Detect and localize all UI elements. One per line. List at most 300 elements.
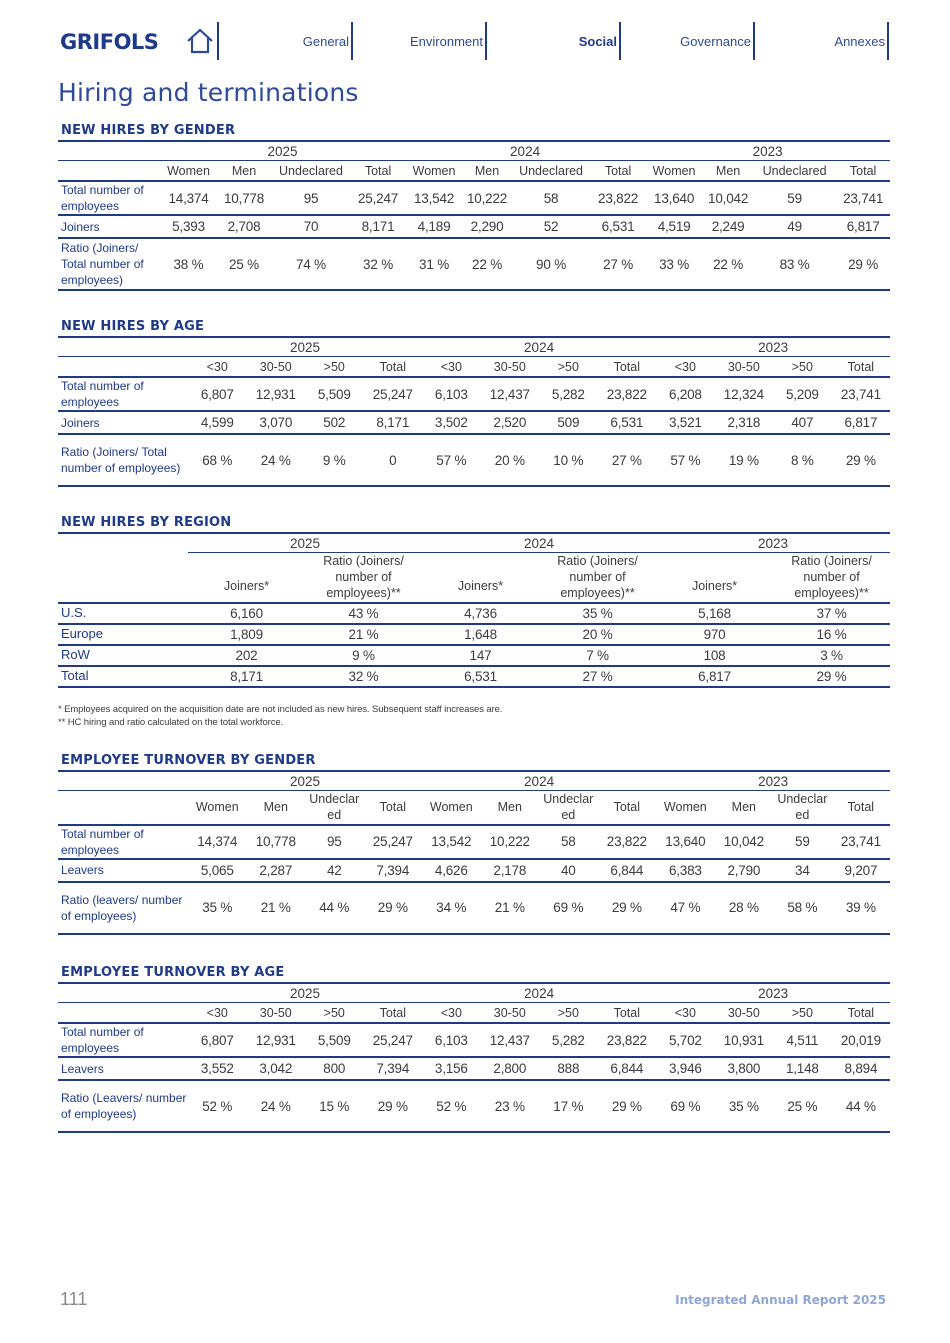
cell: 3,042	[247, 1057, 306, 1080]
cell: 69 %	[656, 1080, 715, 1132]
cell: 29 %	[598, 1080, 657, 1132]
table-row	[58, 825, 890, 859]
cell: 95	[305, 825, 364, 859]
cell: 21 %	[305, 624, 422, 645]
row-label: Total number of employees	[58, 181, 160, 215]
cell: 68 %	[188, 434, 247, 486]
cell: 13,542	[422, 825, 481, 859]
cell: 3 %	[773, 645, 890, 666]
cell: 23,741	[836, 181, 890, 215]
cell: 49	[753, 215, 836, 238]
cell: 147	[422, 645, 539, 666]
cell: 6,103	[422, 1023, 481, 1057]
column-header: Joiners*	[656, 553, 773, 603]
cell: 888	[539, 1057, 598, 1080]
cell: 407	[773, 411, 832, 434]
cell: 10,042	[715, 825, 774, 859]
year-header: 2024	[422, 984, 656, 1003]
column-header: Total	[598, 791, 657, 825]
cell: 4,519	[645, 215, 703, 238]
cell: 23,822	[598, 825, 657, 859]
cell: 34 %	[422, 882, 481, 934]
column-header: Ratio (Joiners/ number of employees)**	[305, 553, 422, 603]
cell: 29 %	[836, 238, 890, 290]
cell: 20 %	[481, 434, 540, 486]
cell: 2,790	[715, 859, 774, 882]
column-header: Joiners*	[188, 553, 305, 603]
cell: 35 %	[715, 1080, 774, 1132]
cell: 6,383	[656, 859, 715, 882]
new-hires-by-gender	[58, 120, 890, 291]
year-header: 2023	[656, 534, 890, 553]
table	[58, 534, 890, 688]
cell: 509	[539, 411, 598, 434]
column-header: Undeclar ed	[305, 791, 364, 825]
cell: 23,822	[598, 377, 657, 411]
column-header: <30	[656, 1003, 715, 1024]
year-header: 2025	[188, 984, 422, 1003]
row-label: Leavers	[58, 859, 188, 882]
cell: 10,222	[463, 181, 511, 215]
cell: 6,817	[656, 666, 773, 687]
column-header: Undeclared	[511, 161, 591, 182]
table-row	[58, 1080, 890, 1132]
column-header: >50	[305, 1003, 364, 1024]
cell: 23,822	[591, 181, 645, 215]
cell: 4,511	[773, 1023, 832, 1057]
column-header: Total	[364, 791, 423, 825]
cell: 8,171	[188, 666, 305, 687]
column-header: <30	[188, 1003, 247, 1024]
row-label: Total number of employees	[58, 377, 188, 411]
column-header: >50	[773, 1003, 832, 1024]
table-row	[58, 434, 890, 486]
column-header: 30-50	[247, 357, 306, 378]
cell: 2,708	[217, 215, 271, 238]
cell: 10,778	[247, 825, 306, 859]
cell: 52	[511, 215, 591, 238]
nav-divider	[887, 22, 889, 60]
cell: 3,502	[422, 411, 481, 434]
cell: 8,894	[832, 1057, 891, 1080]
footnotes	[58, 703, 502, 729]
cell: 16 %	[773, 624, 890, 645]
cell: 32 %	[305, 666, 422, 687]
report-title: Integrated Annual Report 2025	[675, 1293, 886, 1307]
cell: 5,393	[160, 215, 217, 238]
year-header: 2025	[160, 142, 405, 161]
cell: 13,542	[405, 181, 463, 215]
column-header: Undeclar ed	[773, 791, 832, 825]
cell: 52 %	[188, 1080, 247, 1132]
cell: 6,844	[598, 859, 657, 882]
cell: 7 %	[539, 645, 656, 666]
cell: 6,531	[591, 215, 645, 238]
cell: 1,648	[422, 624, 539, 645]
cell: 22 %	[703, 238, 753, 290]
row-label: Total number of employees	[58, 825, 188, 859]
cell: 44 %	[305, 882, 364, 934]
table-row	[58, 1057, 890, 1080]
column-header: <30	[422, 357, 481, 378]
cell: 25,247	[364, 377, 423, 411]
row-label: U.S.	[58, 603, 188, 624]
cell: 43 %	[305, 603, 422, 624]
column-header: Men	[217, 161, 271, 182]
grifols-logo[interactable]: GRIFOLS	[60, 30, 159, 54]
cell: 23,822	[598, 1023, 657, 1057]
cell: 5,509	[305, 1023, 364, 1057]
cell: 7,394	[364, 859, 423, 882]
cell: 13,640	[656, 825, 715, 859]
column-header: Ratio (Joiners/ number of employees)**	[773, 553, 890, 603]
column-header: <30	[656, 357, 715, 378]
year-header: 2023	[656, 772, 890, 791]
column-header: Women	[405, 161, 463, 182]
column-header: Women	[656, 791, 715, 825]
cell: 3,070	[247, 411, 306, 434]
cell: 25 %	[773, 1080, 832, 1132]
cell: 12,437	[481, 377, 540, 411]
row-label: Ratio (Joiners/ Total number of employees)	[58, 238, 160, 290]
cell: 59	[753, 181, 836, 215]
cell: 59	[773, 825, 832, 859]
table-row	[58, 624, 890, 645]
column-header: Total	[832, 1003, 891, 1024]
cell: 20,019	[832, 1023, 891, 1057]
column-header: Women	[422, 791, 481, 825]
column-header: Total	[598, 1003, 657, 1024]
cell: 25,247	[364, 1023, 423, 1057]
cell: 108	[656, 645, 773, 666]
cell: 69 %	[539, 882, 598, 934]
cell: 10,778	[217, 181, 271, 215]
cell: 4,599	[188, 411, 247, 434]
column-header: >50	[773, 357, 832, 378]
cell: 12,437	[481, 1023, 540, 1057]
cell: 10 %	[539, 434, 598, 486]
cell: 7,394	[364, 1057, 423, 1080]
employee-turnover-by-gender	[58, 750, 890, 935]
cell: 3,552	[188, 1057, 247, 1080]
cell: 25,247	[351, 181, 405, 215]
cell: 58 %	[773, 882, 832, 934]
table-row	[58, 1023, 890, 1057]
column-header: Women	[645, 161, 703, 182]
cell: 12,931	[247, 377, 306, 411]
cell: 2,290	[463, 215, 511, 238]
cell: 57 %	[656, 434, 715, 486]
row-label: Joiners	[58, 215, 160, 238]
year-header: 2024	[422, 338, 656, 357]
cell: 38 %	[160, 238, 217, 290]
cell: 8 %	[773, 434, 832, 486]
row-label: Total	[58, 666, 188, 687]
column-header: Undeclared	[271, 161, 351, 182]
cell: 5,509	[305, 377, 364, 411]
cell: 34	[773, 859, 832, 882]
cell: 21 %	[247, 882, 306, 934]
year-header: 2023	[656, 338, 890, 357]
row-label: Ratio (Leavers/ number of employees)	[58, 1080, 188, 1132]
nav-governance[interactable]: Governance	[680, 34, 751, 49]
cell: 2,249	[703, 215, 753, 238]
column-header: Undeclared	[753, 161, 836, 182]
row-label: Ratio (Joiners/ Total number of employees)	[58, 434, 188, 486]
section-title: NEW HIRES BY AGE	[58, 316, 890, 338]
cell: 10,931	[715, 1023, 774, 1057]
cell: 1,809	[188, 624, 305, 645]
cell: 5,282	[539, 1023, 598, 1057]
cell: 32 %	[351, 238, 405, 290]
page-title: Hiring and terminations	[58, 78, 359, 107]
row-label: Europe	[58, 624, 188, 645]
nav-social[interactable]: Social	[578, 34, 617, 49]
column-header: Men	[463, 161, 511, 182]
cell: 29 %	[598, 882, 657, 934]
year-header: 2025	[188, 534, 422, 553]
cell: 9 %	[305, 645, 422, 666]
cell: 12,324	[715, 377, 774, 411]
table-row	[58, 859, 890, 882]
year-header: 2023	[645, 142, 890, 161]
cell: 52 %	[422, 1080, 481, 1132]
cell: 6,160	[188, 603, 305, 624]
column-header: Total	[351, 161, 405, 182]
section-title: EMPLOYEE TURNOVER BY AGE	[58, 962, 890, 984]
cell: 15 %	[305, 1080, 364, 1132]
cell: 6,817	[836, 215, 890, 238]
column-header: 30-50	[481, 1003, 540, 1024]
nav-divider	[217, 22, 219, 60]
cell: 37 %	[773, 603, 890, 624]
table	[58, 338, 890, 487]
employee-turnover-by-age	[58, 962, 890, 1133]
cell: 83 %	[753, 238, 836, 290]
column-header: Total	[364, 1003, 423, 1024]
row-label: Joiners	[58, 411, 188, 434]
column-header: 30-50	[247, 1003, 306, 1024]
nav-divider	[753, 22, 755, 60]
column-header: Women	[160, 161, 217, 182]
cell: 40	[539, 859, 598, 882]
cell: 8,171	[364, 411, 423, 434]
cell: 29 %	[364, 882, 423, 934]
column-header: Undeclar ed	[539, 791, 598, 825]
cell: 57 %	[422, 434, 481, 486]
cell: 6,531	[598, 411, 657, 434]
cell: 27 %	[598, 434, 657, 486]
cell: 8,171	[351, 215, 405, 238]
cell: 3,800	[715, 1057, 774, 1080]
cell: 29 %	[832, 434, 891, 486]
table-row	[58, 645, 890, 666]
table	[58, 772, 890, 935]
cell: 9,207	[832, 859, 891, 882]
year-header: 2024	[422, 772, 656, 791]
section-title: NEW HIRES BY GENDER	[58, 120, 890, 142]
cell: 5,209	[773, 377, 832, 411]
section-title: EMPLOYEE TURNOVER BY GENDER	[58, 750, 890, 772]
column-header: Total	[591, 161, 645, 182]
cell: 39 %	[832, 882, 891, 934]
column-header: >50	[305, 357, 364, 378]
column-header: >50	[539, 357, 598, 378]
home-icon[interactable]	[185, 28, 215, 54]
cell: 202	[188, 645, 305, 666]
cell: 58	[539, 825, 598, 859]
cell: 4,189	[405, 215, 463, 238]
table-row	[58, 882, 890, 934]
new-hires-by-region	[58, 512, 890, 688]
nav-environment[interactable]: Environment	[410, 34, 483, 49]
cell: 6,817	[832, 411, 891, 434]
cell: 5,168	[656, 603, 773, 624]
cell: 800	[305, 1057, 364, 1080]
cell: 95	[271, 181, 351, 215]
cell: 47 %	[656, 882, 715, 934]
cell: 1,148	[773, 1057, 832, 1080]
cell: 3,156	[422, 1057, 481, 1080]
cell: 6,807	[188, 377, 247, 411]
cell: 4,736	[422, 603, 539, 624]
nav-divider	[619, 22, 621, 60]
cell: 2,800	[481, 1057, 540, 1080]
table-row	[58, 181, 890, 215]
cell: 25 %	[217, 238, 271, 290]
cell: 2,287	[247, 859, 306, 882]
column-header: Total	[364, 357, 423, 378]
cell: 33 %	[645, 238, 703, 290]
cell: 12,931	[247, 1023, 306, 1057]
cell: 44 %	[832, 1080, 891, 1132]
column-header: Total	[832, 357, 891, 378]
column-header: Joiners*	[422, 553, 539, 603]
nav-annexes[interactable]: Annexes	[834, 34, 885, 49]
table	[58, 142, 890, 291]
cell: 970	[656, 624, 773, 645]
cell: 28 %	[715, 882, 774, 934]
cell: 35 %	[188, 882, 247, 934]
column-header: Men	[703, 161, 753, 182]
cell: 6,844	[598, 1057, 657, 1080]
cell: 3,521	[656, 411, 715, 434]
cell: 10,222	[481, 825, 540, 859]
year-header: 2024	[405, 142, 645, 161]
cell: 6,208	[656, 377, 715, 411]
column-header: 30-50	[715, 1003, 774, 1024]
year-header: 2025	[188, 338, 422, 357]
cell: 2,520	[481, 411, 540, 434]
cell: 6,103	[422, 377, 481, 411]
cell: 2,178	[481, 859, 540, 882]
cell: 90 %	[511, 238, 591, 290]
cell: 5,702	[656, 1023, 715, 1057]
cell: 22 %	[463, 238, 511, 290]
cell: 5,065	[188, 859, 247, 882]
cell: 27 %	[591, 238, 645, 290]
cell: 13,640	[645, 181, 703, 215]
cell: 74 %	[271, 238, 351, 290]
cell: 24 %	[247, 1080, 306, 1132]
cell: 5,282	[539, 377, 598, 411]
column-header: <30	[422, 1003, 481, 1024]
column-header: Men	[247, 791, 306, 825]
year-header: 2023	[656, 984, 890, 1003]
column-header: Ratio (Joiners/ number of employees)**	[539, 553, 656, 603]
table-row	[58, 238, 890, 290]
table-row	[58, 666, 890, 687]
cell: 3,946	[656, 1057, 715, 1080]
cell: 23,741	[832, 825, 891, 859]
page-number: 111	[60, 1289, 88, 1309]
table-row	[58, 215, 890, 238]
cell: 24 %	[247, 434, 306, 486]
cell: 21 %	[481, 882, 540, 934]
footnote: ** HC hiring and ratio calculated on the total workforce.	[58, 717, 284, 728]
cell: 6,531	[422, 666, 539, 687]
cell: 9 %	[305, 434, 364, 486]
cell: 4,626	[422, 859, 481, 882]
column-header: Total	[836, 161, 890, 182]
table-row	[58, 411, 890, 434]
cell: 6,807	[188, 1023, 247, 1057]
column-header: 30-50	[481, 357, 540, 378]
cell: 70	[271, 215, 351, 238]
new-hires-by-age	[58, 316, 890, 487]
row-label: RoW	[58, 645, 188, 666]
cell: 42	[305, 859, 364, 882]
cell: 23 %	[481, 1080, 540, 1132]
section-title: NEW HIRES BY REGION	[58, 512, 890, 534]
footnote: * Employees acquired on the acquisition date are not included as new hires. Subsequent staff increases are.	[58, 704, 503, 715]
cell: 0	[364, 434, 423, 486]
cell: 29 %	[364, 1080, 423, 1132]
cell: 10,042	[703, 181, 753, 215]
column-header: Total	[832, 791, 891, 825]
column-header: >50	[539, 1003, 598, 1024]
cell: 2,318	[715, 411, 774, 434]
cell: 19 %	[715, 434, 774, 486]
cell: 14,374	[160, 181, 217, 215]
cell: 23,741	[832, 377, 891, 411]
cell: 14,374	[188, 825, 247, 859]
cell: 25,247	[364, 825, 423, 859]
cell: 27 %	[539, 666, 656, 687]
cell: 29 %	[773, 666, 890, 687]
nav-divider	[485, 22, 487, 60]
table	[58, 984, 890, 1133]
nav-general[interactable]: General	[302, 34, 349, 49]
cell: 58	[511, 181, 591, 215]
cell: 35 %	[539, 603, 656, 624]
nav-divider	[351, 22, 353, 60]
column-header: 30-50	[715, 357, 774, 378]
row-label: Total number of employees	[58, 1023, 188, 1057]
year-header: 2024	[422, 534, 656, 553]
column-header: Women	[188, 791, 247, 825]
column-header: Men	[481, 791, 540, 825]
row-label: Ratio (leavers/ number of employees)	[58, 882, 188, 934]
cell: 502	[305, 411, 364, 434]
column-header: Men	[715, 791, 774, 825]
year-header: 2025	[188, 772, 422, 791]
table-row	[58, 377, 890, 411]
column-header: Total	[598, 357, 657, 378]
cell: 20 %	[539, 624, 656, 645]
row-label: Leavers	[58, 1057, 188, 1080]
cell: 31 %	[405, 238, 463, 290]
